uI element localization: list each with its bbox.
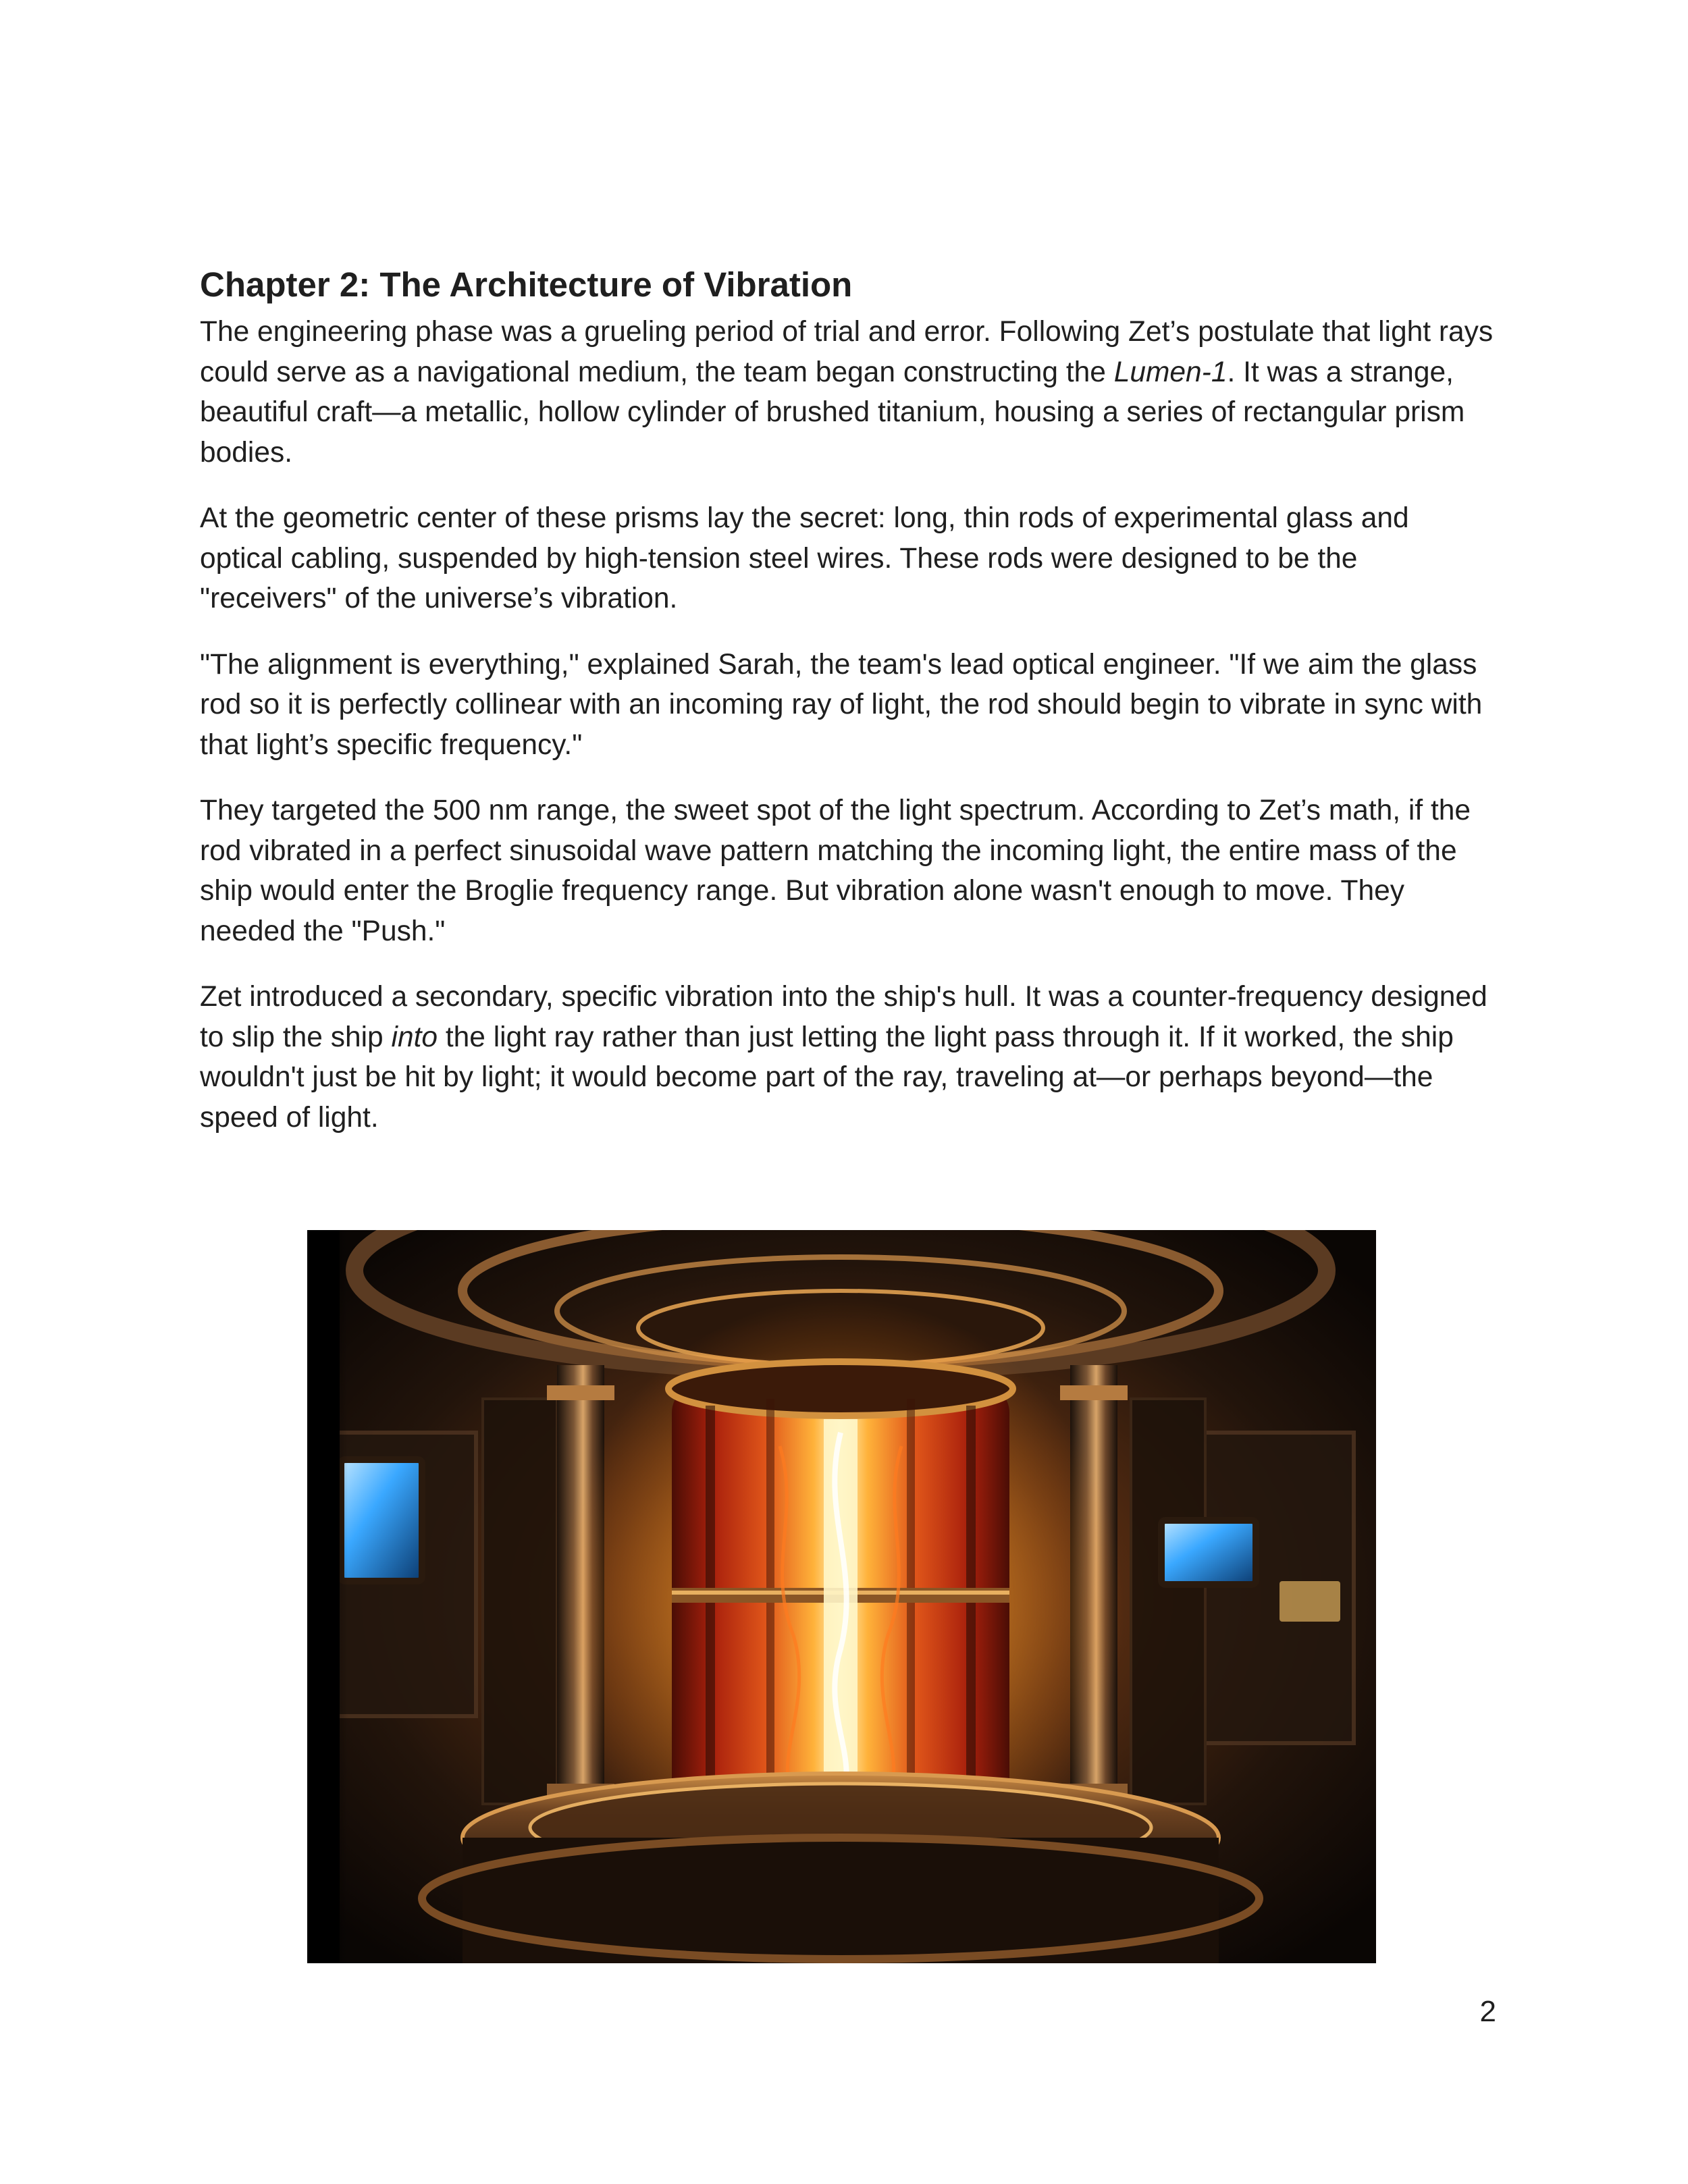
paragraph-4: They targeted the 500 nm range, the sweet spot of the light spectrum. According to Zet’s math, if the rod vibrated in a perfect sinusoidal wave pattern matching the incoming light, the entire mass of the ship would enter the Broglie frequency range. But vibration alone wasn't enough to move. They needed the "Push." [200, 795, 1471, 947]
paragraph-1 [200, 312, 1496, 473]
paragraph-1-text-b: . It was a strange, beautiful craft—a metallic, hollow cylinder of brushed titanium, housing a series of rectangular prism bodies. [200, 356, 1465, 469]
reactor-illustration [307, 1230, 1376, 1963]
chapter-title: Chapter 2: The Architecture of Vibration [200, 265, 853, 304]
reactor-base [422, 1774, 1259, 1963]
paragraph-5 [200, 977, 1496, 1138]
left-dark-border [307, 1230, 340, 1963]
paragraph-5-text-a: Zet introduced a secondary, specific vibration into the ship's hull. It was a counter-frequency designed to slip the ship [200, 981, 1487, 1053]
paragraph-5-emphasis: into [391, 1021, 438, 1053]
paragraph-3: "The alignment is everything," explained Sarah, the team's lead optical engineer. "If we aim the glass rod so it is perfectly collinear with an incoming ray of light, the rod should begin to vibrate in sync with that light’s specific frequency." [200, 648, 1483, 761]
paragraph-1-text-a: The engineering phase was a grueling period of trial and error. Following Zet’s postulate that light rays could serve as a navigational medium, the team began constructing the [200, 316, 1494, 388]
paragraph-1-emphasis: Lumen-1 [1113, 356, 1228, 388]
page-number: 2 [1479, 1995, 1496, 2028]
paragraph-2: At the geometric center of these prisms lay the secret: long, thin rods of experimental glass and optical cabling, suspended by high-tension steel wires. These rods were designed to be the "receivers" of the universe’s vibration. [200, 502, 1409, 614]
page-content [200, 261, 1496, 1163]
paragraph-5-text-b: the light ray rather than just letting the light pass through it. If it worked, the ship wouldn't just be hit by light; it would become part of the ray, traveling at—or perhaps beyond—the speed of light. [200, 1021, 1454, 1134]
